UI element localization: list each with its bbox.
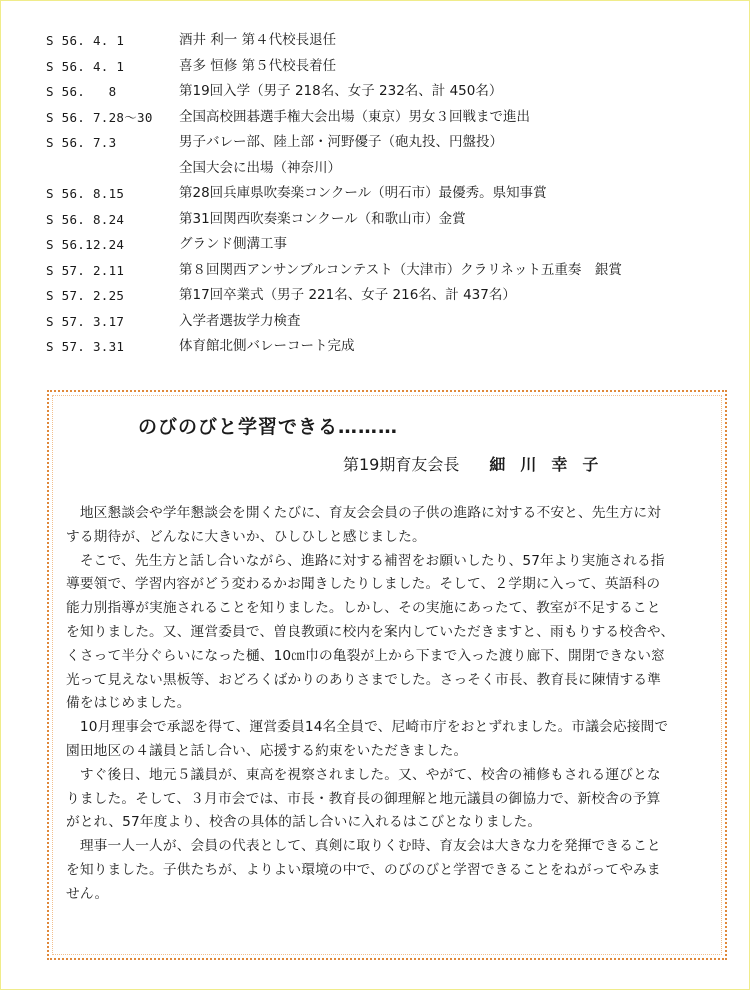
timeline-event: 全国大会に出場（神奈川） xyxy=(179,159,341,176)
timeline-event: 第17回卒業式（男子 221名、女子 216名、計 437名） xyxy=(179,287,516,303)
timeline-date: S 57. 2.11 xyxy=(46,262,125,278)
timeline-row xyxy=(46,79,726,105)
timeline-date: S 56. 7.28～30 xyxy=(46,109,153,125)
essay-line: 園田地区の４議員と話し合い、応援する約束をいただきました。 xyxy=(66,742,468,759)
essay-line: 能力別指導が実施されることを知りました。しかし、その実施にあったて、教室が不足すること xyxy=(66,600,661,617)
timeline-row xyxy=(46,283,726,309)
timeline-date xyxy=(46,156,179,182)
essay-line: 備をはじめました。 xyxy=(66,695,191,712)
timeline-date: S 57. 3.17 xyxy=(46,313,125,329)
essay-author xyxy=(343,452,613,475)
timeline-row xyxy=(46,105,726,131)
timeline-date: S 57. 2.25 xyxy=(46,288,125,303)
timeline-row xyxy=(46,156,726,182)
timeline-list xyxy=(46,28,726,360)
timeline-row xyxy=(46,334,726,360)
essay-line: 光って見えない黒板等、おどろくばかりのありさまでした。さっそく市長、教育長に陳情する準 xyxy=(66,671,662,688)
timeline-event: 第19回入学（男子 218名、女子 232名、計 450名） xyxy=(179,83,503,99)
essay-line: がとれ、57年度より、校舎の具体的話し合いに入れるはこびとなりました。 xyxy=(66,814,542,831)
essay-line: 導要領で、学習内容がどう変わるかお聞きしたりしました。そして、２学期に入って、英語科の xyxy=(66,576,661,593)
essay-line: そこで、先生方と話し合いながら、進路に対する補習をお願いしたり、57年より実施される指 xyxy=(66,552,665,569)
timeline-row xyxy=(46,258,726,284)
timeline-event: 喜多 恒修 第５代校長着任 xyxy=(179,57,337,74)
timeline-date: S 57. 3.31 xyxy=(46,339,125,354)
author-name: 細川幸子 xyxy=(489,455,614,474)
essay-line: 理事一人一人が、会員の代表として、真剣に取りくむ時、育友会は大きな力を発揮できること xyxy=(66,838,661,855)
timeline-event: 体育館北側バレーコート完成 xyxy=(179,338,355,354)
timeline-event: 第31回関西吹奏楽コンクール（和歌山市）金賞 xyxy=(179,210,466,227)
essay-line: 10月理事会で承認を得て、運営委員14名全員で、尼崎市庁をおとずれました。市議会応接間で xyxy=(66,719,669,736)
timeline-row xyxy=(46,232,726,258)
timeline-event: 全国高校囲碁選手権大会出場（東京）男女３回戦まで進出 xyxy=(179,108,530,125)
essay-line: りました。そして、３月市会では、市長・教育長の御理解と地元議員の御協力で、新校舎の予算 xyxy=(66,790,661,807)
timeline-date: S 56. 8 xyxy=(46,84,117,99)
essay-line: すぐ後日、地元５議員が、東高を視察されました。又、やがて、校舎の補修もされる運びとな xyxy=(66,766,661,783)
essay-line: する期待が、どんなに大きいか、ひしひしと感じました。 xyxy=(66,528,426,545)
author-role: 第19期育友会長 xyxy=(343,455,460,474)
timeline-date: S 56. 4. 1 xyxy=(46,33,125,48)
timeline-date: S 56.12.24 xyxy=(46,237,125,252)
timeline-row xyxy=(46,54,726,80)
essay-line: を知りました。子供たちが、よりよい環境の中で、のびのびと学習できることをねがってやみま xyxy=(66,861,661,878)
essay-line: を知りました。又、運営委員で、曽良教頭に校内を案内していただきますと、雨もりする校舎や、 xyxy=(66,623,675,640)
timeline-date: S 56. 8.24 xyxy=(46,211,125,227)
timeline-event: 第28回兵庫県吹奏楽コンクール（明石市）最優秀。県知事賞 xyxy=(179,185,547,201)
timeline-row xyxy=(46,181,726,207)
timeline-date: S 56. 7.3 xyxy=(46,135,117,150)
essay-line: せん。 xyxy=(66,885,109,902)
essay-body xyxy=(66,502,714,907)
timeline-row xyxy=(46,309,726,335)
timeline-event: 第８回関西アンサンブルコンテスト（大津市）クラリネット五重奏 銀賞 xyxy=(179,261,622,278)
timeline-row xyxy=(46,28,726,54)
timeline-date: S 56. 8.15 xyxy=(46,186,125,201)
essay-title: のびのびと学習できる……… xyxy=(138,416,399,438)
timeline-date: S 56. 4. 1 xyxy=(46,58,125,74)
essay-line: 地区懇談会や学年懇談会を開くたびに、育友会会員の子供の進路に対する不安と、先生方に対 xyxy=(66,505,662,521)
timeline-event: 男子バレー部、陸上部・河野優子（砲丸投、円盤投） xyxy=(179,134,503,150)
timeline-event: 酒井 利一 第４代校長退任 xyxy=(179,32,337,48)
timeline-event: グランド側溝工事 xyxy=(179,236,287,252)
essay-line: くさって半分ぐらいになった樋、10㎝巾の亀裂が上から下まで入った渡り廊下、開閉できない窓 xyxy=(66,647,665,664)
timeline-event: 入学者選抜学力検査 xyxy=(179,312,301,329)
timeline-row xyxy=(46,130,726,156)
timeline-row xyxy=(46,207,726,233)
